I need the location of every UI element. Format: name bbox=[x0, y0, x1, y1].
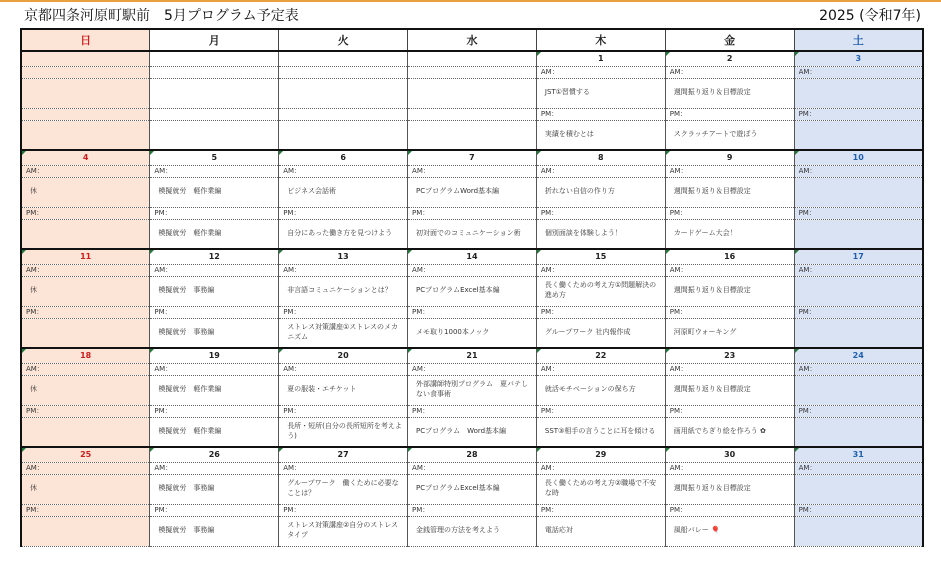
pm-label: PM： bbox=[279, 207, 408, 219]
pm-activity bbox=[794, 417, 923, 447]
am-label: AM： bbox=[536, 66, 665, 78]
corner-marker-icon bbox=[22, 448, 26, 452]
pm-label: PM： bbox=[665, 405, 794, 417]
week-2-am-row bbox=[21, 177, 923, 207]
am-label bbox=[21, 66, 150, 78]
am-activity: PCプログラムExcel基本編 bbox=[408, 474, 537, 504]
am-activity: 模擬就労 軽作業編 bbox=[150, 177, 279, 207]
am-activity: 休 bbox=[21, 177, 150, 207]
pm-activity: カードゲーム大会！ bbox=[665, 219, 794, 249]
am-label: AM： bbox=[665, 462, 794, 474]
date-number: 9 bbox=[726, 153, 733, 163]
am-label: AM： bbox=[408, 462, 537, 474]
corner-marker-icon bbox=[408, 349, 412, 353]
pm-activity: SST③相手の言うことに耳を傾ける bbox=[536, 417, 665, 447]
date-cell bbox=[279, 249, 408, 264]
am-activity bbox=[408, 78, 537, 108]
pm-label: PM： bbox=[794, 108, 923, 120]
pm-label: PM： bbox=[21, 405, 150, 417]
date-cell bbox=[279, 51, 408, 66]
week-1-amlbl-row bbox=[21, 66, 923, 78]
program-calendar bbox=[20, 28, 924, 547]
date-number: 23 bbox=[724, 351, 736, 361]
date-number: 20 bbox=[337, 351, 349, 361]
date-number: 26 bbox=[208, 450, 220, 460]
corner-marker-icon bbox=[666, 448, 670, 452]
pm-activity: メモ取り1000本ノック bbox=[408, 318, 537, 348]
am-activity: 模擬就労 軽作業編 bbox=[150, 375, 279, 405]
pm-activity: グループワーク 社内報作成 bbox=[536, 318, 665, 348]
pm-activity bbox=[279, 120, 408, 150]
am-activity: 就活モチベーションの保ち方 bbox=[536, 375, 665, 405]
pm-activity bbox=[21, 318, 150, 348]
corner-marker-icon bbox=[150, 151, 154, 155]
pm-activity: 画用紙でちぎり絵を作ろう ✿ bbox=[665, 417, 794, 447]
am-activity bbox=[21, 78, 150, 108]
pm-activity: ストレス対策講座②自分のストレスタイプ bbox=[279, 516, 408, 546]
date-number: 2 bbox=[726, 54, 733, 64]
date-number: 8 bbox=[598, 153, 604, 163]
am-label: AM： bbox=[665, 264, 794, 276]
pm-activity: 長所・短所(自分の長所短所を考えよう) bbox=[279, 417, 408, 447]
corner-marker-icon bbox=[408, 448, 412, 452]
date-cell bbox=[536, 150, 665, 165]
pm-label: PM： bbox=[665, 504, 794, 516]
pm-label: PM： bbox=[21, 207, 150, 219]
date-cell bbox=[794, 150, 923, 165]
date-number: 12 bbox=[208, 252, 220, 262]
corner-marker-icon bbox=[666, 52, 670, 56]
pm-label: PM： bbox=[21, 306, 150, 318]
week-1-am-row bbox=[21, 78, 923, 108]
am-activity bbox=[794, 375, 923, 405]
date-cell bbox=[21, 447, 150, 462]
date-cell bbox=[279, 150, 408, 165]
pm-label: PM： bbox=[536, 405, 665, 417]
pm-activity bbox=[21, 417, 150, 447]
date-number: 17 bbox=[852, 252, 864, 262]
am-activity: 週間振り返り＆目標設定 bbox=[665, 276, 794, 306]
date-cell bbox=[150, 51, 279, 66]
week-3-pm-row bbox=[21, 318, 923, 348]
date-number: 4 bbox=[82, 153, 89, 163]
am-activity: 折れない自信の作り方 bbox=[536, 177, 665, 207]
pm-label: PM： bbox=[150, 306, 279, 318]
date-cell bbox=[279, 348, 408, 363]
week-4-am-row bbox=[21, 375, 923, 405]
date-cell bbox=[665, 348, 794, 363]
top-accent-line bbox=[0, 0, 941, 2]
am-label: AM： bbox=[279, 462, 408, 474]
pm-activity bbox=[794, 219, 923, 249]
date-cell bbox=[794, 447, 923, 462]
corner-marker-icon bbox=[279, 349, 283, 353]
date-cell bbox=[21, 249, 150, 264]
week-3-date-row bbox=[21, 249, 923, 264]
corner-marker-icon bbox=[279, 151, 283, 155]
date-cell bbox=[408, 348, 537, 363]
am-activity bbox=[794, 276, 923, 306]
am-label: AM： bbox=[794, 66, 923, 78]
week-4-amlbl-row bbox=[21, 363, 923, 375]
date-cell bbox=[279, 447, 408, 462]
am-label: AM： bbox=[794, 462, 923, 474]
corner-marker-icon bbox=[408, 250, 412, 254]
am-activity: 週間振り返り＆目標設定 bbox=[665, 474, 794, 504]
date-number: 7 bbox=[469, 153, 475, 163]
weekday-sun: 日 bbox=[21, 29, 150, 51]
date-number: 28 bbox=[466, 450, 478, 460]
week-5-amlbl-row bbox=[21, 462, 923, 474]
corner-marker-icon bbox=[666, 250, 670, 254]
corner-marker-icon bbox=[150, 349, 154, 353]
week-5-pm-row bbox=[21, 516, 923, 546]
am-label: AM： bbox=[21, 363, 150, 375]
pm-activity bbox=[21, 516, 150, 546]
pm-label bbox=[408, 108, 537, 120]
am-label bbox=[408, 66, 537, 78]
pm-label: PM： bbox=[665, 207, 794, 219]
date-cell bbox=[150, 150, 279, 165]
date-cell bbox=[536, 249, 665, 264]
am-label: AM： bbox=[536, 165, 665, 177]
am-label: AM： bbox=[536, 264, 665, 276]
date-number: 16 bbox=[724, 252, 736, 262]
am-activity bbox=[150, 78, 279, 108]
am-activity bbox=[279, 78, 408, 108]
date-cell bbox=[665, 51, 794, 66]
week-2-date-row bbox=[21, 150, 923, 165]
pm-label: PM： bbox=[21, 504, 150, 516]
date-number: 31 bbox=[852, 450, 864, 460]
date-number: 18 bbox=[80, 351, 92, 361]
pm-activity: 自分にあった働き方を見つけよう bbox=[279, 219, 408, 249]
am-label: AM： bbox=[408, 264, 537, 276]
week-2-pm-row bbox=[21, 219, 923, 249]
date-cell bbox=[665, 447, 794, 462]
pm-activity bbox=[21, 219, 150, 249]
date-cell bbox=[794, 249, 923, 264]
corner-marker-icon bbox=[795, 349, 799, 353]
week-4-pm-row bbox=[21, 417, 923, 447]
pm-activity: 電話応対 bbox=[536, 516, 665, 546]
week-2-pmlbl-row bbox=[21, 207, 923, 219]
am-label: AM： bbox=[665, 66, 794, 78]
pm-activity: 風船バレー 🎈 bbox=[665, 516, 794, 546]
date-number: 19 bbox=[208, 351, 220, 361]
am-label: AM： bbox=[150, 165, 279, 177]
corner-marker-icon bbox=[22, 151, 26, 155]
am-activity: 休 bbox=[21, 375, 150, 405]
date-number: 10 bbox=[852, 153, 864, 163]
am-activity: 模擬就労 事務編 bbox=[150, 276, 279, 306]
pm-activity bbox=[21, 120, 150, 150]
am-activity: 長く働くための考え方①問題解決の進め方 bbox=[536, 276, 665, 306]
date-cell bbox=[536, 447, 665, 462]
pm-label: PM： bbox=[536, 306, 665, 318]
week-4-date-row bbox=[21, 348, 923, 363]
pm-activity: 金銭管理の方法を考えよう bbox=[408, 516, 537, 546]
am-activity: 非言語コミュニケーションとは？ bbox=[279, 276, 408, 306]
pm-label: PM： bbox=[408, 504, 537, 516]
weekday-tue: 火 bbox=[279, 29, 408, 51]
pm-activity: スクラッチアートで遊ぼう bbox=[665, 120, 794, 150]
am-activity: 休 bbox=[21, 276, 150, 306]
corner-marker-icon bbox=[537, 250, 541, 254]
pm-label: PM： bbox=[408, 306, 537, 318]
am-label: AM： bbox=[665, 165, 794, 177]
corner-marker-icon bbox=[408, 151, 412, 155]
week-3-am-row bbox=[21, 276, 923, 306]
pm-label: PM： bbox=[150, 504, 279, 516]
pm-activity: 河原町ウォーキング bbox=[665, 318, 794, 348]
weekday-mon: 月 bbox=[150, 29, 279, 51]
date-cell bbox=[408, 150, 537, 165]
date-cell bbox=[408, 249, 537, 264]
pm-label: PM： bbox=[794, 207, 923, 219]
pm-label: PM： bbox=[150, 405, 279, 417]
corner-marker-icon bbox=[279, 448, 283, 452]
weekday-header-row bbox=[21, 29, 923, 51]
date-cell bbox=[665, 249, 794, 264]
am-label: AM： bbox=[408, 363, 537, 375]
corner-marker-icon bbox=[795, 151, 799, 155]
week-5-am-row bbox=[21, 474, 923, 504]
am-label: AM： bbox=[665, 363, 794, 375]
pm-label: PM： bbox=[408, 207, 537, 219]
am-label bbox=[279, 66, 408, 78]
date-number: 15 bbox=[595, 252, 607, 262]
pm-activity: ストレス対策講座①ストレスのメカニズム bbox=[279, 318, 408, 348]
date-number: 6 bbox=[340, 153, 346, 163]
pm-label: PM： bbox=[536, 504, 665, 516]
date-cell bbox=[536, 348, 665, 363]
pm-activity: 個別面談を体験しよう！ bbox=[536, 219, 665, 249]
date-cell bbox=[794, 348, 923, 363]
am-label: AM： bbox=[21, 462, 150, 474]
am-label: AM： bbox=[150, 363, 279, 375]
am-label: AM： bbox=[536, 363, 665, 375]
page-title: 京都四条河原町駅前 5月プログラム予定表 bbox=[24, 8, 299, 24]
date-cell bbox=[536, 51, 665, 66]
pm-label: PM： bbox=[279, 405, 408, 417]
pm-label: PM： bbox=[150, 207, 279, 219]
am-label: AM： bbox=[21, 264, 150, 276]
pm-activity: 模擬就労 事務編 bbox=[150, 516, 279, 546]
date-number: 25 bbox=[80, 450, 92, 460]
corner-marker-icon bbox=[537, 52, 541, 56]
week-2-amlbl-row bbox=[21, 165, 923, 177]
am-activity bbox=[794, 78, 923, 108]
am-activity: ビジネス会話術 bbox=[279, 177, 408, 207]
pm-label: PM： bbox=[665, 306, 794, 318]
weekday-sat: 土 bbox=[794, 29, 923, 51]
date-cell bbox=[21, 51, 150, 66]
corner-marker-icon bbox=[795, 448, 799, 452]
date-cell bbox=[150, 348, 279, 363]
pm-activity: 模擬就労 軽作業編 bbox=[150, 417, 279, 447]
date-cell bbox=[408, 447, 537, 462]
pm-activity bbox=[794, 516, 923, 546]
pm-label: PM： bbox=[794, 504, 923, 516]
am-activity: 夏の服装・エチケット bbox=[279, 375, 408, 405]
week-1-pm-row bbox=[21, 120, 923, 150]
date-cell bbox=[21, 150, 150, 165]
date-number: 30 bbox=[724, 450, 736, 460]
weekday-wed: 水 bbox=[408, 29, 537, 51]
am-activity: 週間振り返り＆目標設定 bbox=[665, 177, 794, 207]
week-4-pmlbl-row bbox=[21, 405, 923, 417]
date-cell bbox=[408, 51, 537, 66]
corner-marker-icon bbox=[22, 250, 26, 254]
date-number: 21 bbox=[466, 351, 478, 361]
date-number: 24 bbox=[852, 351, 864, 361]
am-label: AM： bbox=[794, 264, 923, 276]
am-label: AM： bbox=[408, 165, 537, 177]
date-number: 14 bbox=[466, 252, 478, 262]
pm-label: PM： bbox=[408, 405, 537, 417]
pm-label: PM： bbox=[794, 405, 923, 417]
date-number: 27 bbox=[337, 450, 349, 460]
corner-marker-icon bbox=[795, 52, 799, 56]
am-activity: 休 bbox=[21, 474, 150, 504]
corner-marker-icon bbox=[666, 349, 670, 353]
am-activity bbox=[794, 474, 923, 504]
pm-label: PM： bbox=[536, 108, 665, 120]
week-3-amlbl-row bbox=[21, 264, 923, 276]
date-number: 5 bbox=[211, 153, 218, 163]
week-3-pmlbl-row bbox=[21, 306, 923, 318]
pm-activity: 模擬就労 事務編 bbox=[150, 318, 279, 348]
corner-marker-icon bbox=[22, 349, 26, 353]
date-cell bbox=[665, 150, 794, 165]
pm-activity: 初対面でのコミュニケーション術 bbox=[408, 219, 537, 249]
pm-label: PM： bbox=[794, 306, 923, 318]
am-label: AM： bbox=[21, 165, 150, 177]
pm-label: PM： bbox=[536, 207, 665, 219]
am-label: AM： bbox=[150, 462, 279, 474]
pm-label: PM： bbox=[279, 504, 408, 516]
am-label bbox=[150, 66, 279, 78]
date-number: 13 bbox=[337, 252, 349, 262]
pm-activity bbox=[794, 318, 923, 348]
week-5-pmlbl-row bbox=[21, 504, 923, 516]
pm-activity: 実績を積むとは bbox=[536, 120, 665, 150]
am-activity: 模擬就労 事務編 bbox=[150, 474, 279, 504]
date-number: 29 bbox=[595, 450, 607, 460]
date-number: 3 bbox=[855, 54, 862, 64]
corner-marker-icon bbox=[279, 250, 283, 254]
am-label: AM： bbox=[279, 264, 408, 276]
am-activity bbox=[794, 177, 923, 207]
pm-label bbox=[279, 108, 408, 120]
am-activity: 週間振り返り＆目標設定 bbox=[665, 78, 794, 108]
date-cell bbox=[150, 447, 279, 462]
date-number: 11 bbox=[80, 252, 92, 262]
am-activity: PCプログラムWord基本編 bbox=[408, 177, 537, 207]
week-1-pmlbl-row bbox=[21, 108, 923, 120]
pm-activity bbox=[408, 120, 537, 150]
corner-marker-icon bbox=[150, 250, 154, 254]
am-activity: JST①習慣する bbox=[536, 78, 665, 108]
am-activity: PCプログラムExcel基本編 bbox=[408, 276, 537, 306]
corner-marker-icon bbox=[537, 151, 541, 155]
corner-marker-icon bbox=[150, 448, 154, 452]
pm-activity bbox=[794, 120, 923, 150]
date-cell bbox=[794, 51, 923, 66]
week-5-date-row bbox=[21, 447, 923, 462]
pm-label: PM： bbox=[279, 306, 408, 318]
date-cell bbox=[21, 348, 150, 363]
am-activity: 外部講師特別プログラム 夏バテしない食事術 bbox=[408, 375, 537, 405]
week-1-date-row bbox=[21, 51, 923, 66]
year-label: 2025 (令和7年) bbox=[819, 8, 921, 24]
corner-marker-icon bbox=[795, 250, 799, 254]
corner-marker-icon bbox=[666, 151, 670, 155]
weekday-thu: 木 bbox=[536, 29, 665, 51]
corner-marker-icon bbox=[537, 349, 541, 353]
am-activity: グループワーク 働くために必要なことは？ bbox=[279, 474, 408, 504]
am-label: AM： bbox=[536, 462, 665, 474]
am-label: AM： bbox=[150, 264, 279, 276]
pm-label bbox=[21, 108, 150, 120]
pm-label bbox=[150, 108, 279, 120]
pm-activity bbox=[150, 120, 279, 150]
pm-label: PM： bbox=[665, 108, 794, 120]
am-activity: 長く働くための考え方②職場で不安な時 bbox=[536, 474, 665, 504]
date-number: 22 bbox=[595, 351, 607, 361]
am-activity: 週間振り返り＆目標設定 bbox=[665, 375, 794, 405]
pm-activity: 模擬就労 軽作業編 bbox=[150, 219, 279, 249]
date-number: 1 bbox=[598, 54, 604, 64]
am-label: AM： bbox=[279, 165, 408, 177]
am-label: AM： bbox=[279, 363, 408, 375]
weekday-fri: 金 bbox=[665, 29, 794, 51]
pm-activity: PCプログラム Word基本編 bbox=[408, 417, 537, 447]
date-cell bbox=[150, 249, 279, 264]
am-label: AM： bbox=[794, 363, 923, 375]
am-label: AM： bbox=[794, 165, 923, 177]
corner-marker-icon bbox=[537, 448, 541, 452]
